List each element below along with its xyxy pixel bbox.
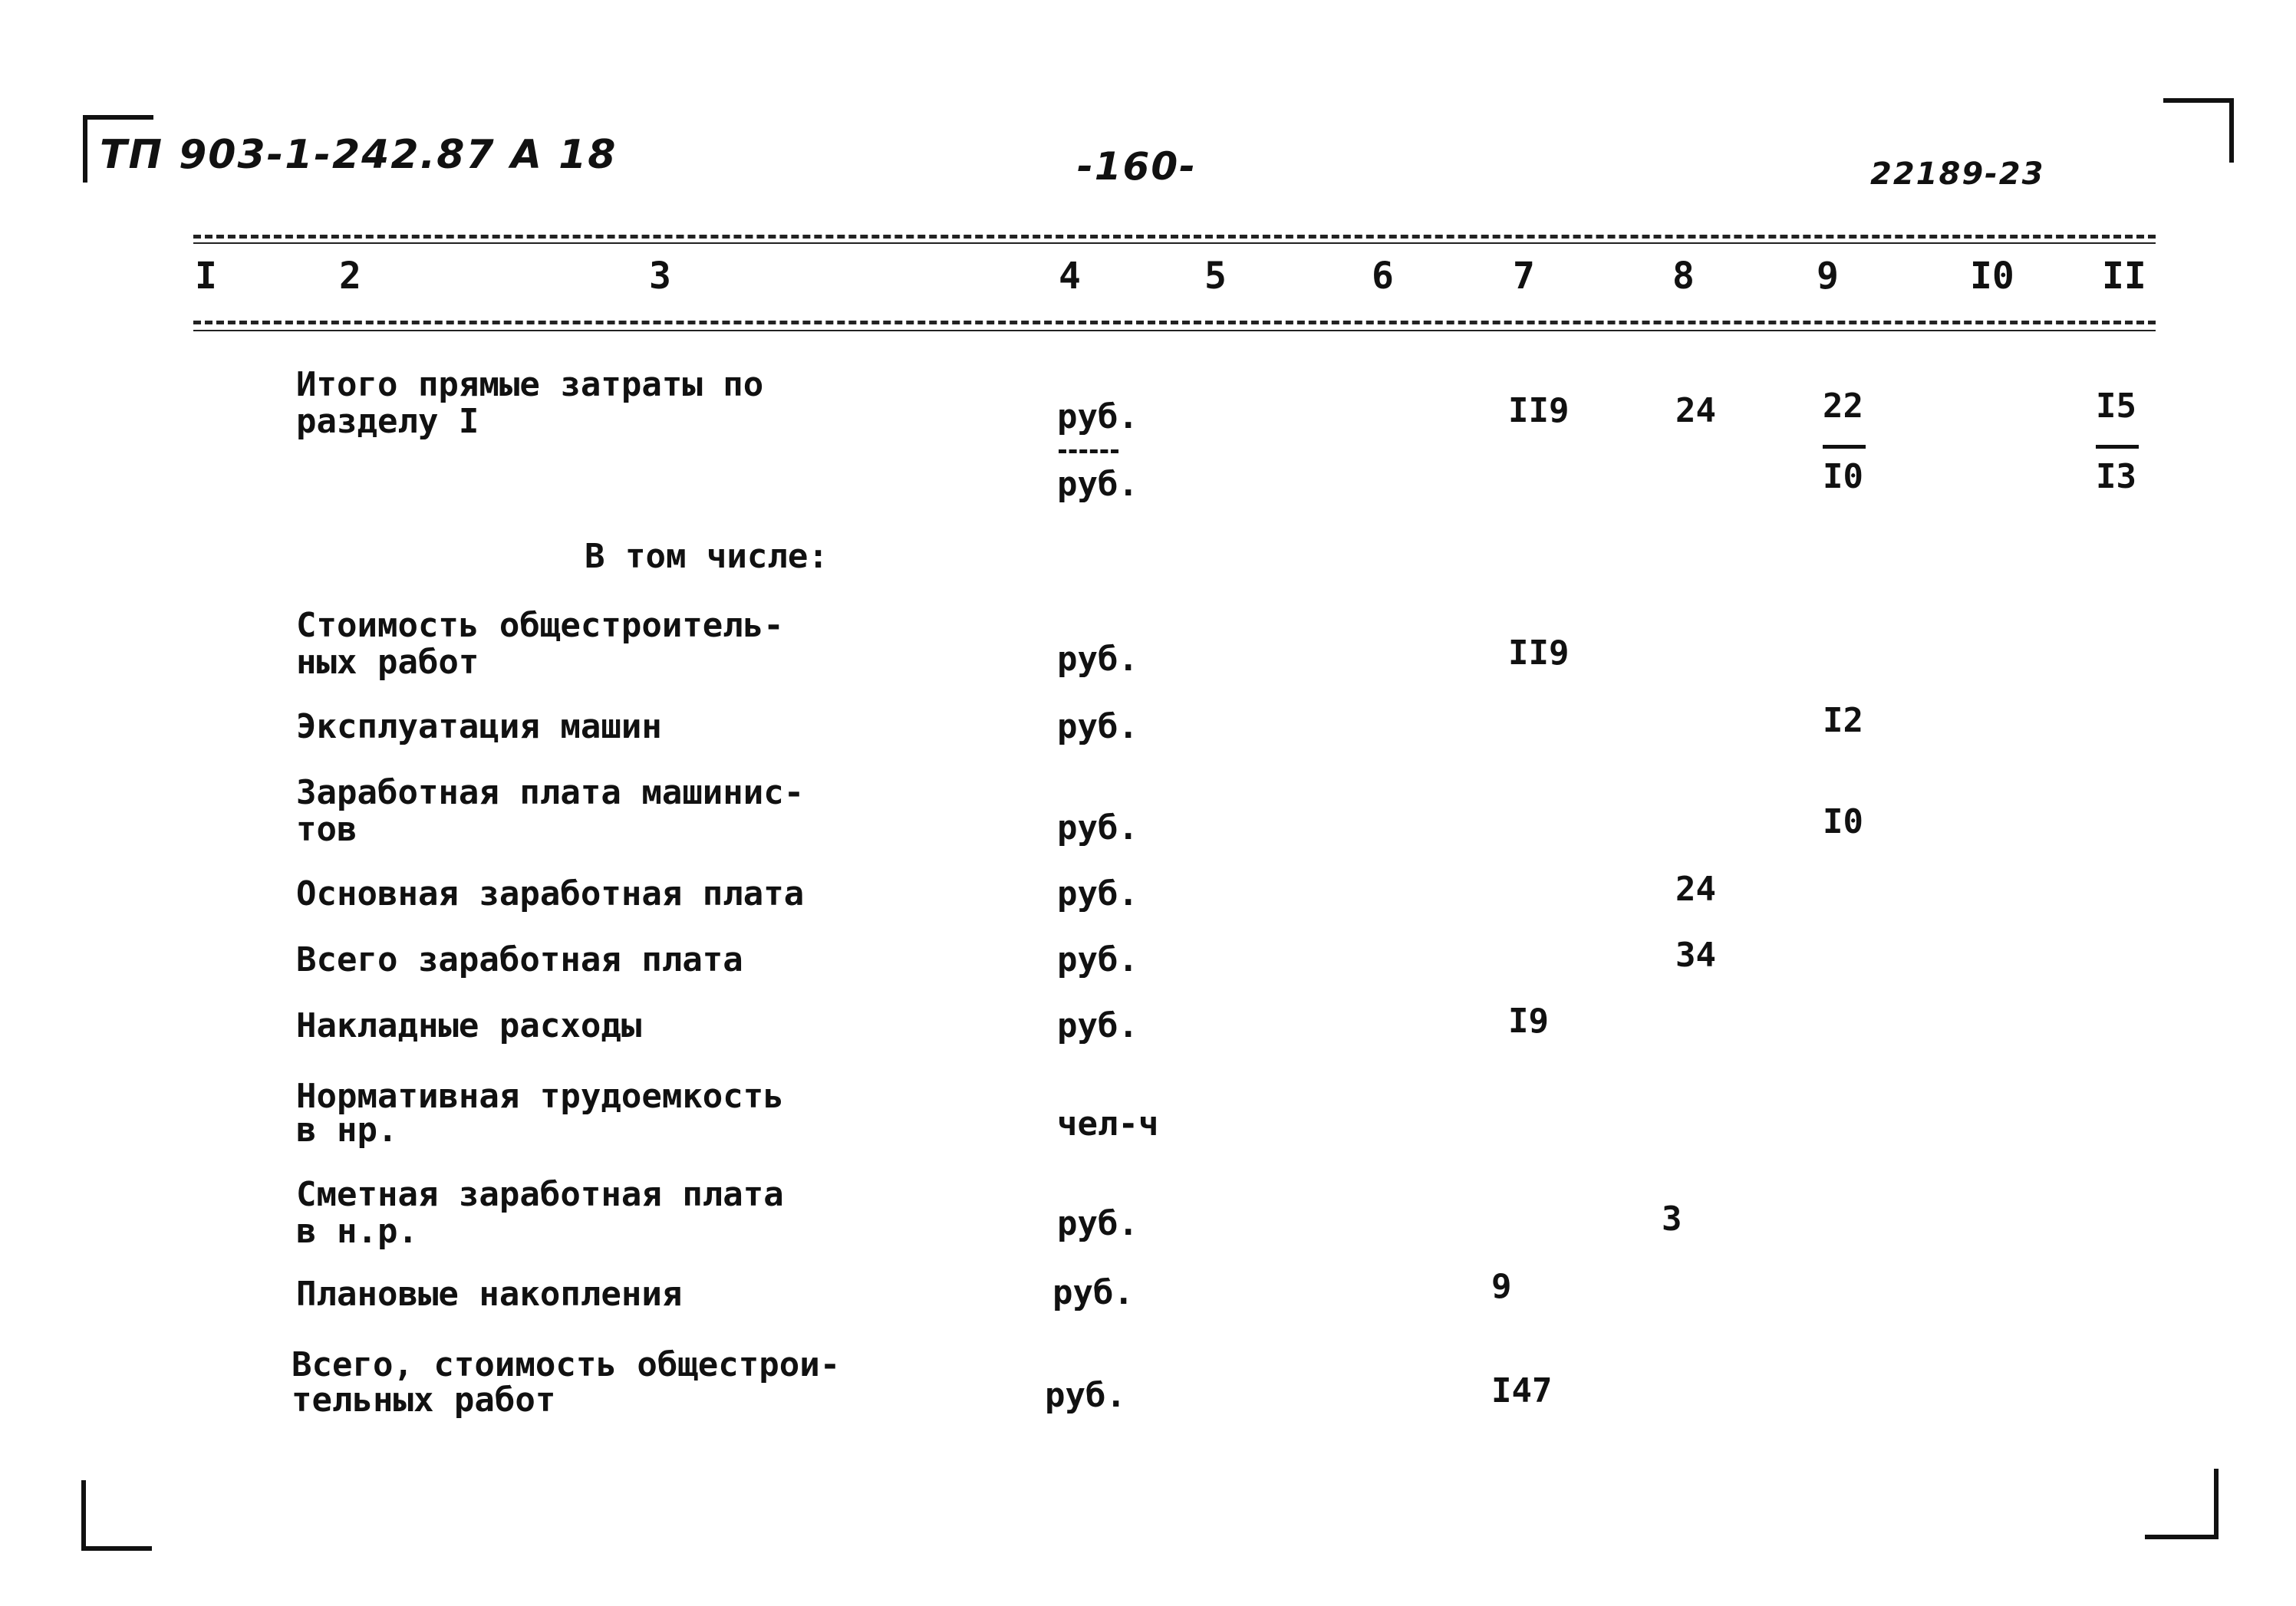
header-top-rule: [193, 235, 2156, 239]
cell-col11-numerator: I5: [2096, 387, 2136, 426]
row-description-line: Сметная заработная плата: [296, 1175, 784, 1214]
row-unit: руб.: [1057, 940, 1138, 979]
unit-fraction-line: [1059, 449, 1118, 453]
cell-col8: 3: [1662, 1200, 1682, 1239]
cell-col9: I2: [1823, 701, 1863, 740]
document-number: 22189-23: [1870, 156, 2045, 192]
row-description-line: тельных работ: [292, 1381, 556, 1420]
corner-mark-top-right-horizontal: [2163, 98, 2234, 103]
row-description-line: Итого прямые затраты по: [296, 365, 764, 404]
row-description-line: Основная заработная плата: [296, 874, 805, 913]
row-unit: руб.: [1057, 1006, 1138, 1045]
header-top-rule-fine: [193, 242, 2156, 244]
column-header-3: 3: [649, 255, 671, 298]
row-description-line: Всего, стоимость общестрои-: [292, 1345, 841, 1384]
row-unit: руб.: [1057, 1204, 1138, 1243]
column-header-4: 4: [1059, 255, 1081, 298]
page-number: -160-: [1077, 144, 1197, 189]
col11-fraction-line: [2096, 445, 2139, 449]
row-description-line: в н.р.: [296, 1212, 418, 1251]
cell-col9-denominator: I0: [1823, 457, 1863, 496]
header-bottom-rule: [193, 321, 2156, 324]
corner-mark-top-left-horizontal: [83, 115, 153, 120]
row-description-line: Плановые накопления: [296, 1275, 683, 1314]
row-unit-denominator: руб.: [1057, 465, 1138, 504]
cell-col7: I47: [1491, 1371, 1553, 1410]
corner-mark-top-left-vertical: [83, 115, 87, 183]
cell-col7: 9: [1491, 1267, 1512, 1306]
row-description-line: Стоимость общестроитель-: [296, 606, 784, 645]
corner-mark-top-right-vertical: [2229, 98, 2234, 163]
column-header-11: II: [2102, 255, 2146, 298]
column-header-7: 7: [1513, 255, 1535, 298]
row-unit: руб.: [1057, 808, 1138, 847]
column-header-1: I: [195, 255, 217, 298]
row-unit: чел-ч: [1057, 1104, 1159, 1144]
cell-col11-denominator: I3: [2096, 457, 2136, 496]
row-description-line: ных работ: [296, 643, 479, 682]
corner-mark-bottom-left-vertical: [81, 1480, 86, 1549]
cell-col7: II9: [1508, 391, 1570, 430]
col9-fraction-line: [1823, 445, 1866, 449]
column-header-10: I0: [1970, 255, 2014, 298]
row-unit: руб.: [1057, 397, 1138, 436]
corner-mark-bottom-right-horizontal: [2145, 1535, 2219, 1539]
cell-col9-numerator: 22: [1823, 387, 1863, 426]
row-description-line: Всего заработная плата: [296, 940, 743, 979]
row-description-line: разделу I: [296, 402, 479, 441]
row-description-line: Нормативная трудоемкость: [296, 1077, 784, 1116]
header-bottom-rule-fine: [193, 330, 2156, 331]
cell-col8: 24: [1675, 870, 1716, 909]
column-header-8: 8: [1672, 255, 1695, 298]
cell-col8: 24: [1675, 391, 1716, 430]
row-unit: руб.: [1045, 1376, 1126, 1415]
row-unit: руб.: [1052, 1273, 1134, 1312]
subheading: В том числе:: [585, 537, 828, 576]
row-unit: руб.: [1057, 874, 1138, 913]
cell-col7: I9: [1508, 1002, 1549, 1041]
row-unit: руб.: [1057, 707, 1138, 746]
row-description-line: тов: [296, 810, 357, 849]
column-header-2: 2: [339, 255, 361, 298]
column-header-6: 6: [1372, 255, 1394, 298]
corner-mark-bottom-right-vertical: [2214, 1469, 2219, 1539]
document-stamp: ТП 903-1-242.87 А 18: [100, 132, 618, 178]
cell-col9: I0: [1823, 802, 1863, 841]
row-description-line: Заработная плата машинис-: [296, 773, 805, 812]
row-description-line: Эксплуатация машин: [296, 707, 662, 746]
corner-mark-bottom-left-horizontal: [81, 1546, 152, 1551]
row-unit: руб.: [1057, 640, 1138, 679]
cell-col8: 34: [1675, 936, 1716, 975]
row-description-line: Накладные расходы: [296, 1006, 642, 1045]
cell-col7: II9: [1508, 634, 1570, 673]
column-header-9: 9: [1817, 255, 1839, 298]
row-description-line: в нр.: [296, 1111, 398, 1150]
column-header-5: 5: [1204, 255, 1227, 298]
